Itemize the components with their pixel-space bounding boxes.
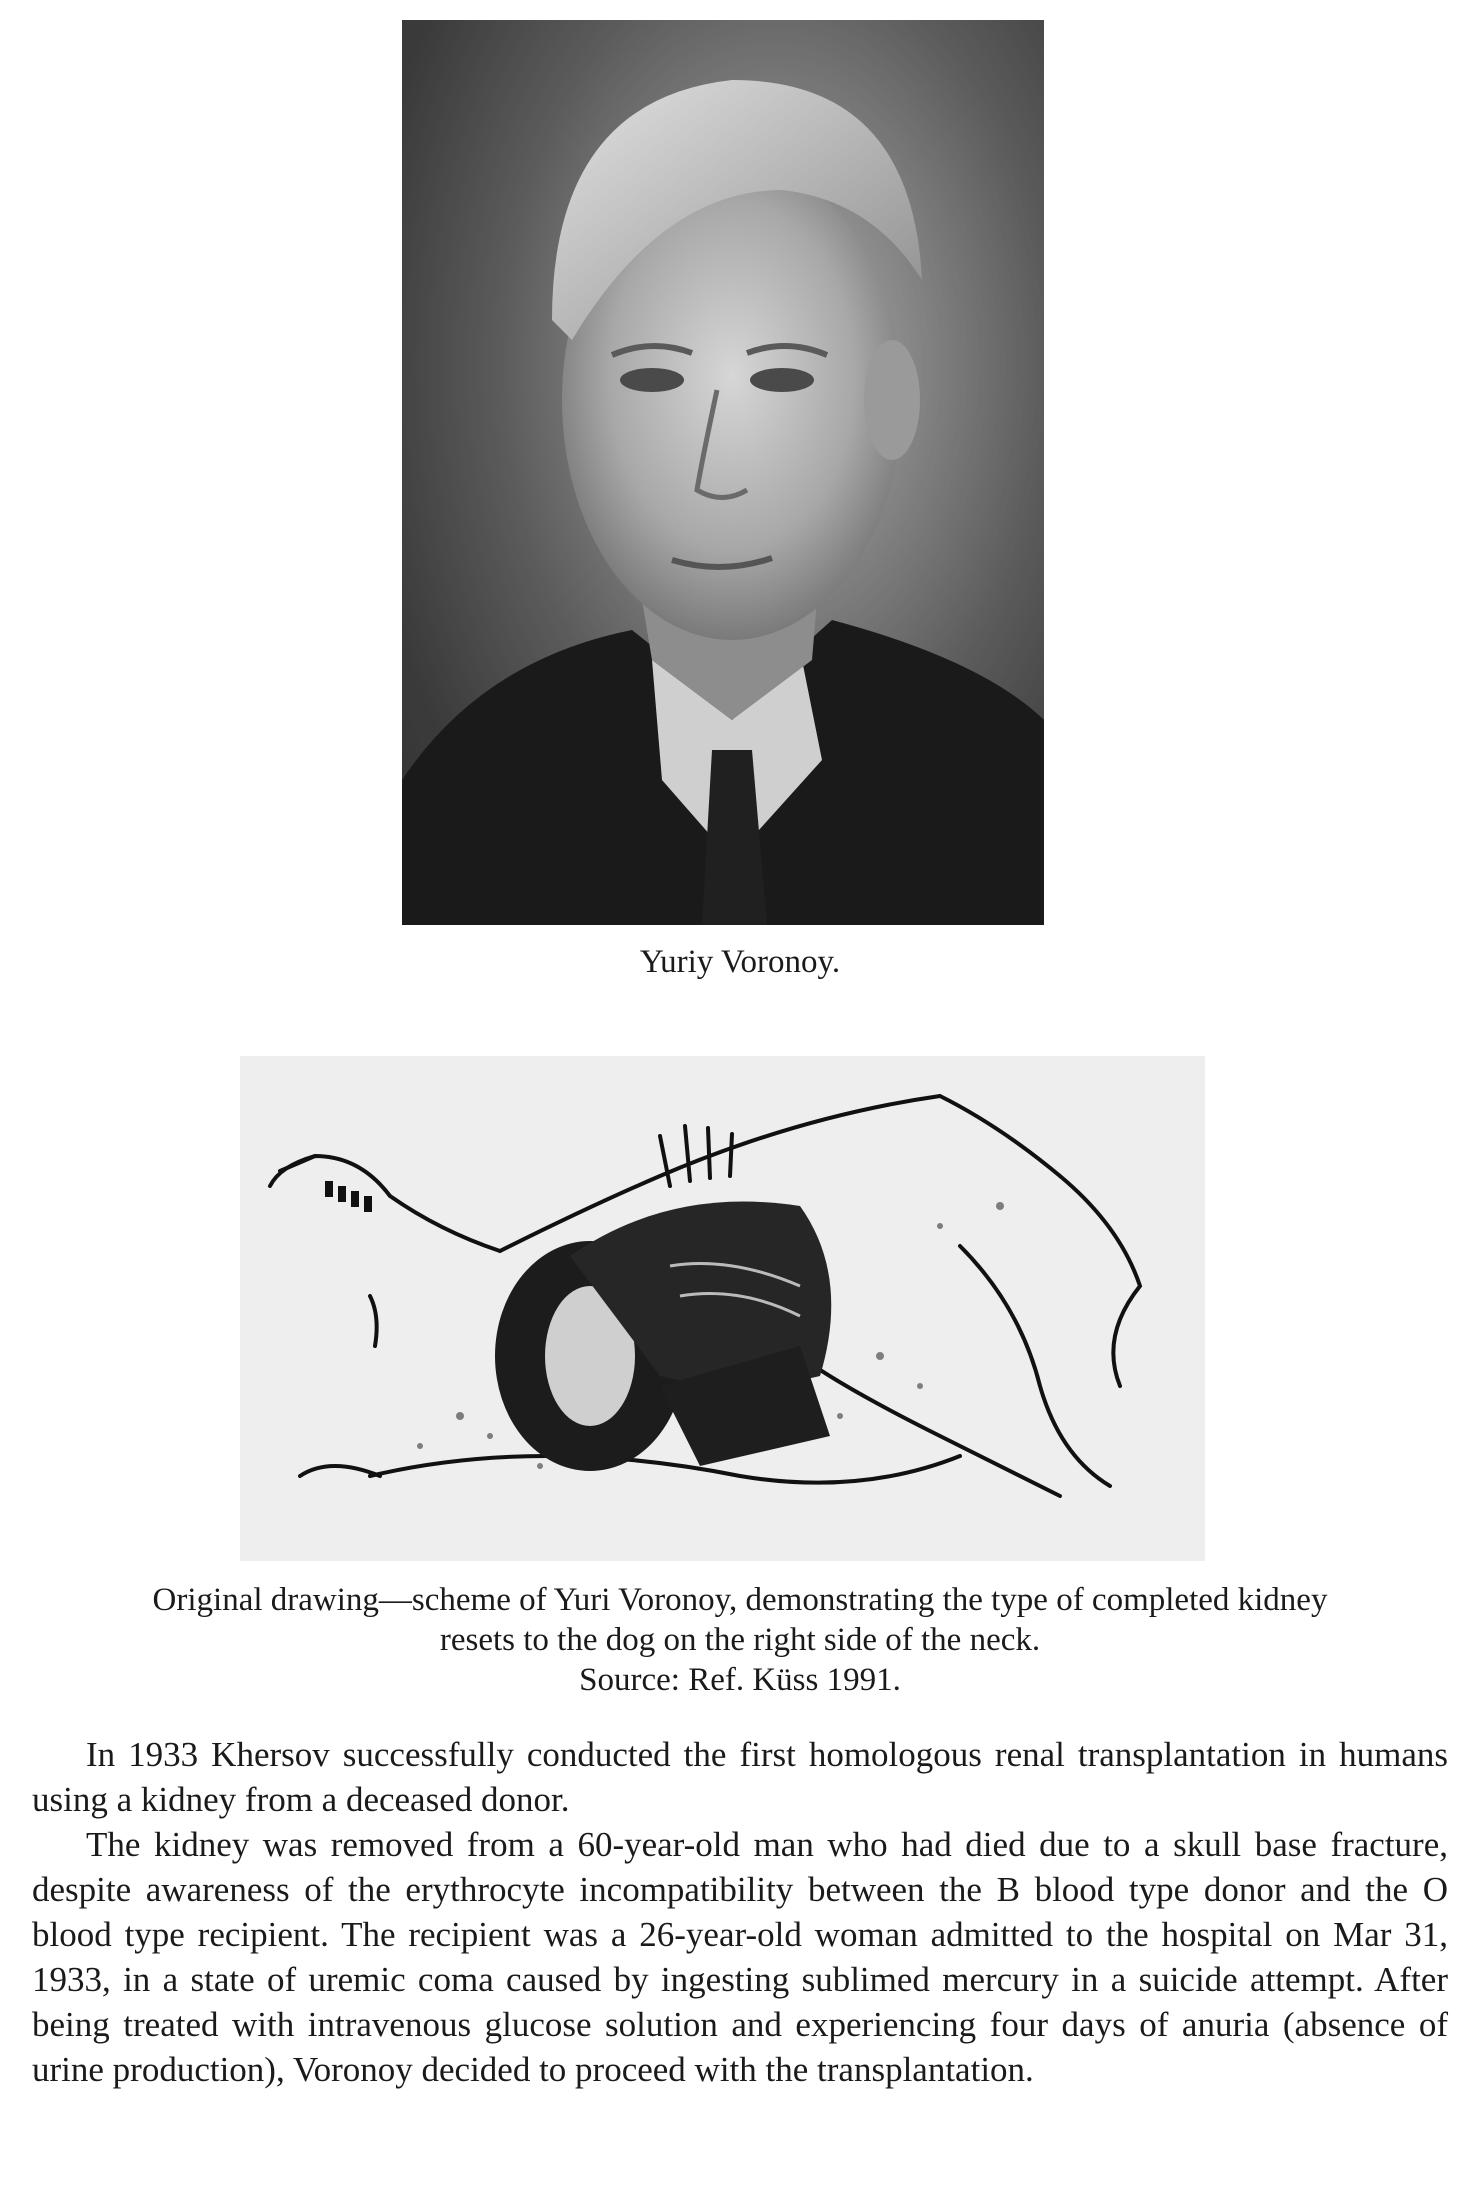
kidney-transplant-drawing	[240, 1056, 1205, 1561]
portrait-photo	[402, 20, 1044, 925]
drawing-caption-line2: resets to the dog on the right side of the neck.	[439, 1622, 1041, 1658]
drawing-caption-line1: Original drawing—scheme of Yuri Voronoy, demonstrating the type of completed kidney	[152, 1582, 1328, 1618]
drawing-caption-source: Source: Ref. Küss 1991.	[579, 1662, 901, 1698]
paragraph-1: In 1933 Khersov successfully conducted the first homologous renal transplantation in humans using a kidney from a deceased donor.	[32, 1735, 1448, 1819]
drawing-caption	[0, 1580, 1480, 1700]
portrait-caption: Yuriy Voronoy.	[639, 944, 841, 980]
paragraph-2: The kidney was removed from a 60-year-old man who had died due to a skull base fracture, despite awareness of the erythrocyte incompatibility between the B blood type donor and the O blood type recipient. The recipient was a 26-year-old woman admitted to the hospital on Mar 31, 1933, in a state of uremic coma caused by ingesting sublimed mercury in a suicide attempt. After being treated with intravenous glucose solution and experiencing four days of anuria (absence of urine production), Voronoy decided to proceed with the transplantation.	[32, 1825, 1448, 2089]
body-text	[32, 1732, 1448, 2092]
